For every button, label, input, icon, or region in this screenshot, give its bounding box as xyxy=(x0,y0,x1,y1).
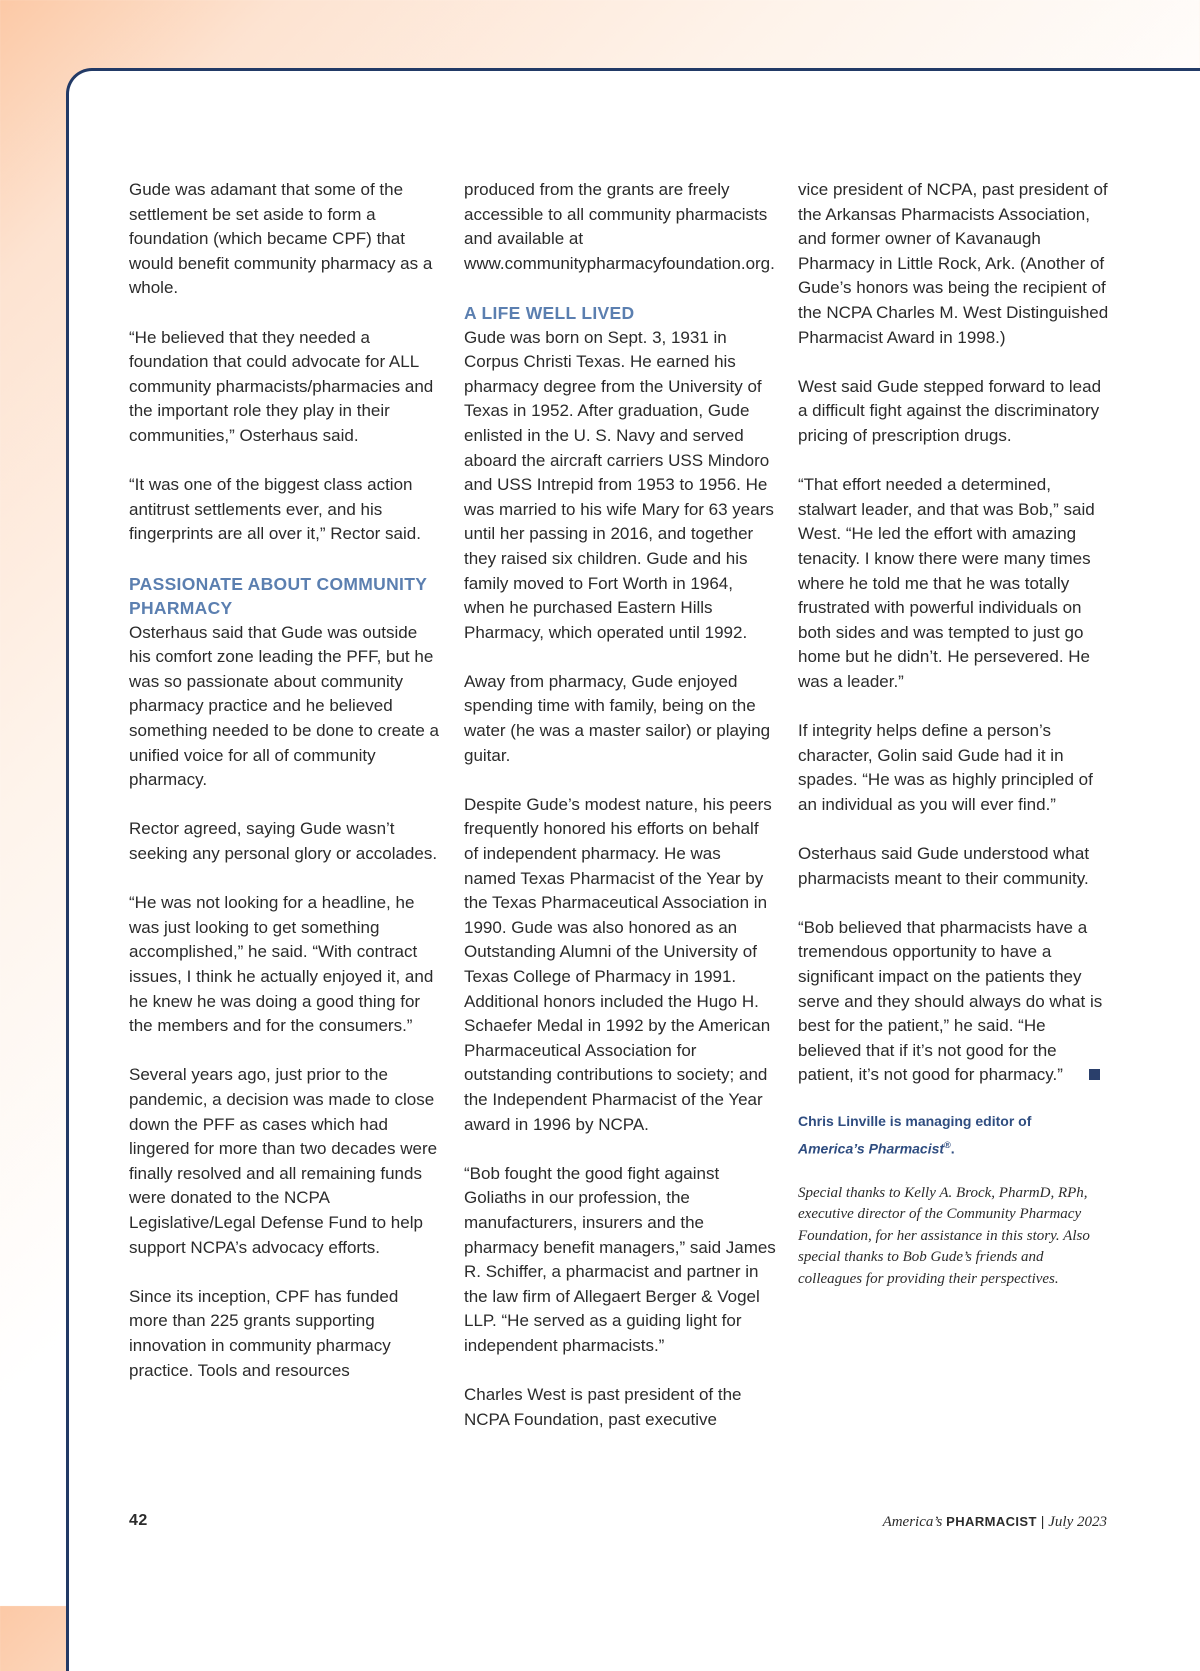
footer-issue-date: July 2023 xyxy=(1048,1514,1107,1530)
page-number: 42 xyxy=(129,1512,148,1529)
heading-text: A LIFE WELL LIVED xyxy=(464,302,635,323)
paragraph xyxy=(464,793,776,1137)
footer-magazine-issue xyxy=(883,1513,1107,1531)
paragraph-text: “It was one of the biggest class action antitrust settlements ever, and his fingerprints are all over it,” Rector said. xyxy=(129,475,421,544)
footer-magazine-name: PHARMACIST xyxy=(946,1514,1037,1529)
paragraph xyxy=(129,621,441,793)
paragraph xyxy=(129,891,441,1039)
paragraph-text: West said Gude stepped forward to lead a difficult fight against the discriminatory pricing of prescription drugs. xyxy=(798,376,1102,445)
paragraph xyxy=(798,916,1110,1088)
footer-magazine-prefix: America’s xyxy=(882,1514,943,1530)
paragraph xyxy=(464,670,776,768)
article-column-3 xyxy=(798,178,1110,1291)
paragraph-text: Charles West is past president of the NCPA Foundation, past executive xyxy=(464,1385,742,1429)
paragraph xyxy=(129,1063,441,1260)
paragraph xyxy=(129,817,441,866)
special-thanks-note: Special thanks to Kelly A. Brock, PharmD, RPh, executive director of the Community Pharmacy Foundation, for her assistance in this story. Also special thanks to Bob Gude’s friends and colleagues for providing their perspectives. xyxy=(798,1184,1090,1287)
author-byline xyxy=(798,1109,1110,1161)
paragraph xyxy=(129,473,441,547)
paragraph-text: Osterhaus said Gude understood what pharmacists meant to their community. xyxy=(798,844,1090,888)
article-column-1 xyxy=(129,178,441,1383)
paragraph-text: “Bob believed that pharmacists have a tremendous opportunity to have a significant impact on the patients they serve and they should always do what is best for the patient,” he said. “He believed that if it’s not good for the patient, it’s not good for pharmacy.” xyxy=(798,917,1103,1085)
paragraph-text: vice president of NCPA, past president of the Arkansas Pharmacists Association, and former owner of Kavanaugh Pharmacy in Little Rock, Ark. (Another of Gude’s honors was being the recipient of the NCPA Charles M. West Distinguished Pharmacist Award in 1998.) xyxy=(798,180,1109,347)
paragraph xyxy=(129,178,441,301)
section-heading xyxy=(464,301,776,326)
paragraph-text: “That effort needed a determined, stalwart leader, and that was Bob,” said West. “He led the effort with amazing tenacity. I know there were many times where he told me that he was totally frustrated with powerful individuals on both sides and was tempted to just go home but he didn’t. He persevered. He was a leader.” xyxy=(798,475,1095,691)
column-3-blocks xyxy=(798,178,1110,1088)
article-column-2 xyxy=(464,178,776,1432)
paragraph-text: Away from pharmacy, Gude enjoyed spending time with family, being on the water (he was a master sailor) or playing guitar. xyxy=(464,671,771,765)
paragraph-text: Several years ago, just prior to the pandemic, a decision was made to close down the PFF as cases which had lingered for more than two decades were finally resolved and all remaining funds were donated to the NCPA Legislative/Legal Defense Fund to help support NCPA’s advocacy efforts. xyxy=(129,1065,438,1257)
paragraph xyxy=(464,1162,776,1359)
paragraph-text: Despite Gude’s modest nature, his peers frequently honored his efforts on behalf of independent pharmacy. He was named Texas Pharmacist of the Year by the Texas Pharmaceutical Association in 1990. Gude was also honored as an Outstanding Alumni of the University of Texas College of Pharmacy in 1991. Additional honors included the Hugo H. Schaefer Medal in 1992 by the American Pharmaceutical Association for outstanding contributions to society; and the Independent Pharmacist of the Year award in 1996 by NCPA. xyxy=(464,794,772,1134)
paragraph-text: “Bob fought the good fight against Goliaths in our profession, the manufacturers, insurers and the pharmacy benefit managers,” said James R. Schiffer, a pharmacist and partner in the law firm of Allegaert Berger & Vogel LLP. “He served as a guiding light for independent pharmacists.” xyxy=(464,1163,776,1355)
heading-text: PASSIONATE ABOUT COMMUNITY PHARMACY xyxy=(129,573,427,619)
byline-magazine: America’s Pharmacist xyxy=(798,1140,945,1157)
byline-prefix: Chris Linville is managing editor of xyxy=(798,1112,1032,1129)
paragraph xyxy=(798,473,1110,694)
byline-suffix: . xyxy=(950,1140,955,1157)
paragraph xyxy=(798,375,1110,449)
paragraph xyxy=(129,1285,441,1383)
paragraph-text: Since its inception, CPF has funded more than 225 grants supporting innovation in community pharmacy practice. Tools and resources xyxy=(129,1286,399,1380)
footer-separator: | xyxy=(1040,1513,1045,1529)
paragraph-text: If integrity helps define a person’s character, Golin said Gude had it in spades. “He was as highly principled of an individual as you will ever find.” xyxy=(798,721,1093,814)
paragraph xyxy=(798,178,1110,350)
end-of-article-mark xyxy=(1089,1069,1100,1080)
paragraph xyxy=(464,326,776,646)
paragraph-text: “He was not looking for a headline, he was just looking to get something accomplished,” he said. “With contract issues, I think he actually enjoyed it, and he knew he was doing a good thing for the members and for the consumers.” xyxy=(129,893,434,1036)
section-heading xyxy=(129,572,441,621)
paragraph-text: “He believed that they needed a foundation that could advocate for ALL community pharmacists/pharmacies and the important role they play in their communities,” Osterhaus said. xyxy=(129,327,434,445)
paragraph xyxy=(798,719,1110,817)
paragraph-text: Gude was adamant that some of the settlement be set aside to form a foundation (which became CPF) that would benefit community pharmacy as a whole. xyxy=(129,180,433,298)
paragraph-text: Rector agreed, saying Gude wasn’t seeking any personal glory or accolades. xyxy=(129,819,438,864)
paragraph xyxy=(464,1383,776,1432)
paragraph-text: produced from the grants are freely accessible to all community pharmacists and available at www.communitypharmacyfoundation.org. xyxy=(464,180,775,273)
registered-mark: ® xyxy=(944,1139,951,1150)
paragraph-text: Gude was born on Sept. 3, 1931 in Corpus Christi Texas. He earned his pharmacy degree from the University of Texas in 1952. After graduation, Gude enlisted in the U. S. Navy and served aboard the aircraft carriers USS Mindoro and USS Intrepid from 1953 to 1956. He was married to his wife Mary for 63 years until her passing in 2016, and together they raised six children. Gude and his family moved to Fort Worth in 1964, when he purchased Eastern Hills Pharmacy, which operated until 1992. xyxy=(464,327,774,642)
paragraph xyxy=(464,178,776,276)
paragraph-text: Osterhaus said that Gude was outside his comfort zone leading the PFF, but he was so passionate about community pharmacy practice and he believed something needed to be done to create a unified voice for all of community pharmacy. xyxy=(129,622,440,790)
paragraph xyxy=(798,842,1110,891)
paragraph xyxy=(129,326,441,449)
